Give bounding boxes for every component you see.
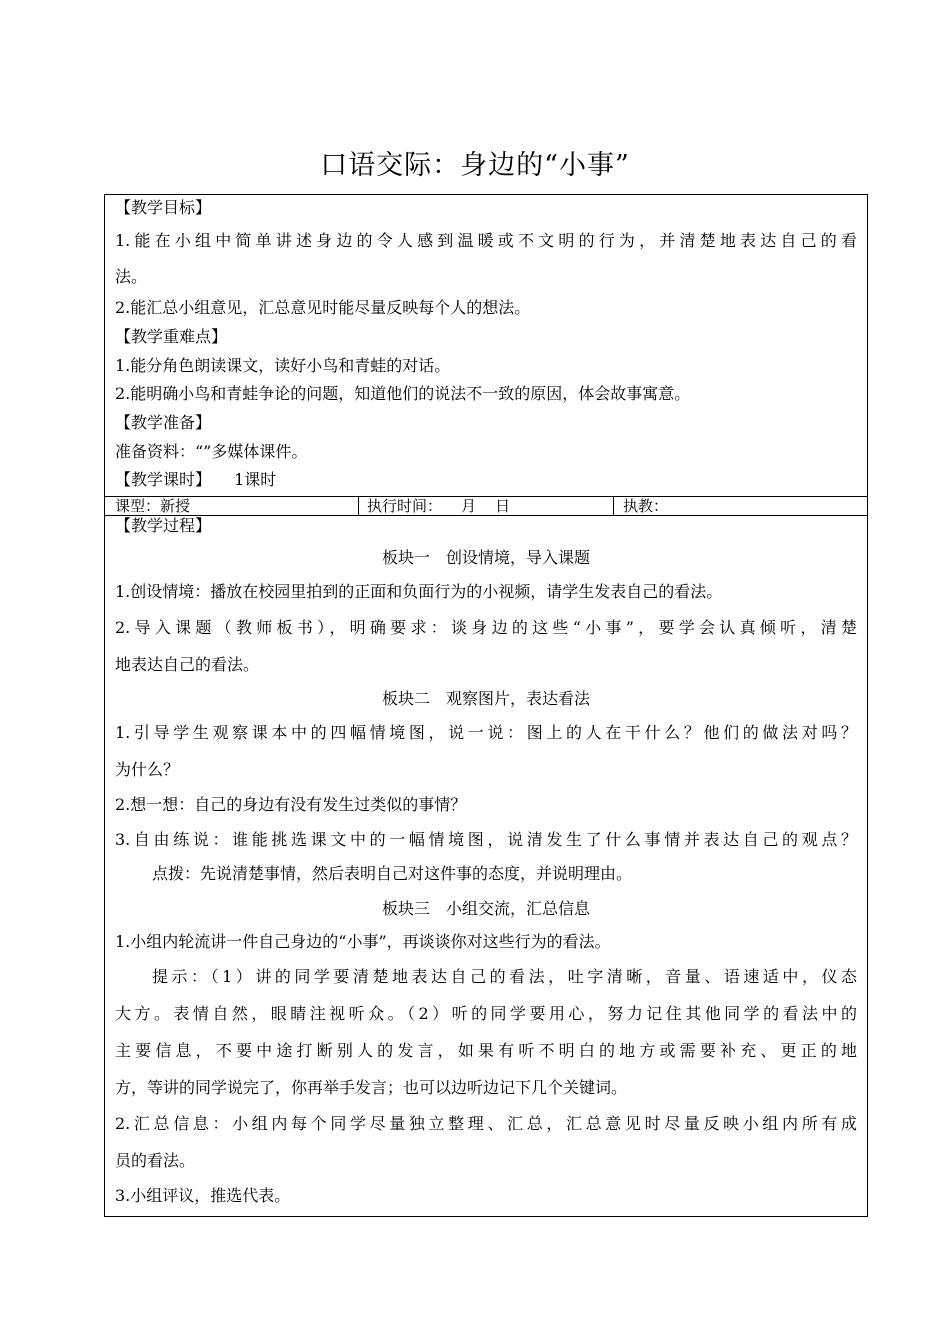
page-title: 口语交际：身边的“小事” <box>320 150 630 181</box>
meta-divider-1 <box>358 496 359 515</box>
block-3-tip-2: 大方。表情自然，眼睛注视听众。（2）听的同学要用心，努力记住其他同学的看法中的 <box>115 1004 857 1023</box>
objectives-heading: 【教学目标】 <box>115 198 212 217</box>
preparation-line-1: 准备资料：“”多媒体课件。 <box>115 442 308 461</box>
block-2-line-3: 3.自由练说：谁能挑选课文中的一幅情境图，说清发生了什么事情并表达自己的观点？ <box>115 830 857 849</box>
hours-row <box>115 469 857 491</box>
meta-divider-2 <box>613 496 614 515</box>
key-points-line-2: 2.能明确小鸟和青蛙争论的问题，知道他们的说法不一致的原因，体会故事寓意。 <box>115 384 691 403</box>
preparation-heading: 【教学准备】 <box>115 413 212 432</box>
block-1-title: 板块一 创设情境，导入课题 <box>381 548 590 567</box>
process-heading: 【教学过程】 <box>115 516 212 535</box>
block-1-line-1: 1.创设情境：播放在校园里拍到的正面和负面行为的小视频，请学生发表自己的看法。 <box>115 582 723 601</box>
block-2-line-1a: 1.引导学生观察课本中的四幅情境图，说一说：图上的人在干什么？他们的做法对吗？ <box>115 723 857 742</box>
lesson-plan-table <box>104 194 868 1217</box>
block-2-title: 板块二 观察图片，表达看法 <box>381 689 590 708</box>
hours-value: 1课时 <box>234 470 277 489</box>
block-2-line-1b: 为什么？ <box>115 760 180 779</box>
key-points-line-1: 1.能分角色朗读课文，读好小鸟和青蛙的对话。 <box>115 356 451 375</box>
execution-time: 执行时间： 月 日 <box>367 497 511 515</box>
block-3-line-3: 3.小组评议，推选代表。 <box>115 1186 291 1205</box>
block-2-tip: 点拨：先说清楚事情，然后表明自己对这件事的态度，并说明理由。 <box>152 864 633 883</box>
hours-heading: 【教学课时】 <box>115 470 212 489</box>
block-1-line-2a: 2.导入课题（教师板书），明确要求：谈身边的这些“小事”，要学会认真倾听，清楚 <box>115 618 857 637</box>
key-points-heading: 【教学重难点】 <box>115 327 228 346</box>
block-3-tip-3: 主要信息，不要中途打断别人的发言，如果有听不明白的地方或需要补充、更正的地 <box>115 1041 857 1060</box>
block-3-line-1: 1.小组内轮流讲一件自己身边的“小事”，再谈谈你对这些行为的看法。 <box>115 932 611 951</box>
block-3-line-2b: 员的看法。 <box>115 1151 196 1170</box>
block-1-line-2b: 地表达自己的看法。 <box>115 655 260 674</box>
block-3-title: 板块三 小组交流，汇总信息 <box>381 899 590 918</box>
teacher: 执教： <box>623 497 669 515</box>
block-2-line-2: 2.想一想：自己的身边有没有发生过类似的事情？ <box>115 795 467 814</box>
objectives-line-1a: 1.能在小组中简单讲述身边的令人感到温暖或不文明的行为，并清楚地表达自己的看 <box>115 231 857 250</box>
block-3-line-2a: 2.汇总信息：小组内每个同学尽量独立整理、汇总，汇总意见时尽量反映小组内所有成 <box>115 1114 857 1133</box>
block-3-tip-4: 方，等讲的同学说完了，你再举手发言；也可以边听边记下几个关键词。 <box>115 1078 628 1097</box>
block-3-tip-1: 提示：（1）讲的同学要清楚地表达自己的看法，吐字清晰，音量、语速适中，仪态 <box>152 967 857 986</box>
objectives-line-2: 2.能汇总小组意见，汇总意见时能尽量反映每个人的想法。 <box>115 298 531 317</box>
lesson-type: 课型：新授 <box>115 497 191 515</box>
objectives-line-1b: 法。 <box>115 267 148 286</box>
